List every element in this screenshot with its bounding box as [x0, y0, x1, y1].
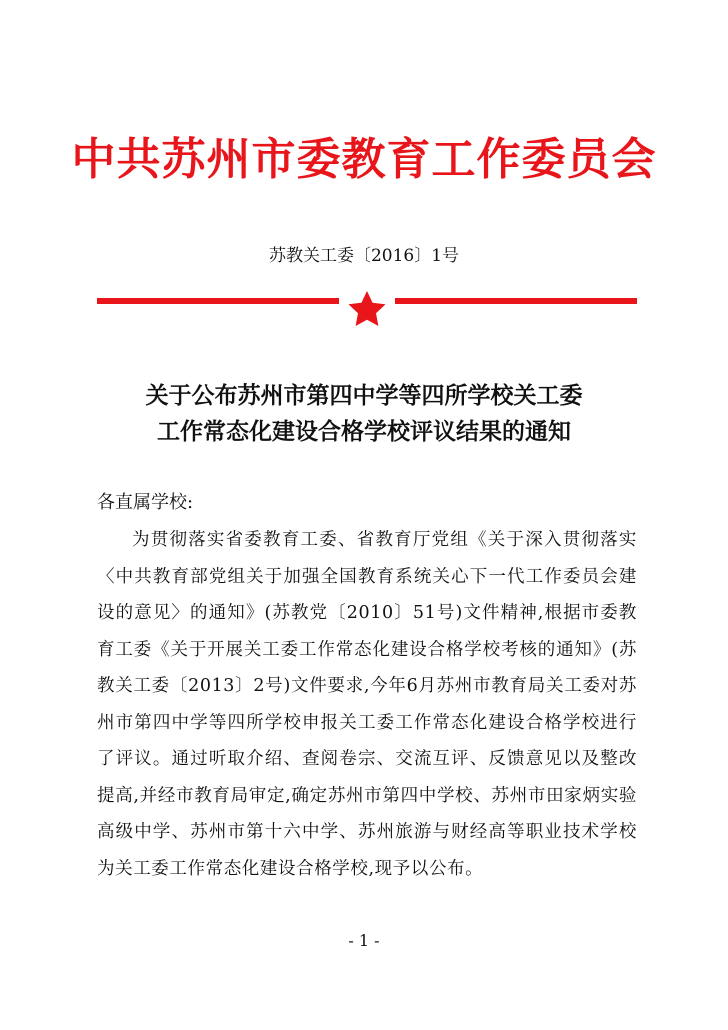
red-divider — [97, 288, 637, 328]
page-number: - 1 - — [348, 931, 380, 950]
title-line-2: 工作常态化建设合格学校评议结果的通知 — [157, 418, 571, 445]
salutation: 各直属学校: — [97, 492, 194, 513]
title-line-1: 关于公布苏州市第四中学等四所学校关工委 — [145, 382, 583, 409]
divider-rule-right — [395, 298, 637, 304]
body-paragraph: 为贯彻落实省委教育工委、省教育厅党组《关于深入贯彻落实〈中共教育部党组关于加强全国教育系统关心下一代工作委员会建设的意见〉的通知》(苏教党〔2010〕51号)文件精神,根据市委教育工委《关于开展关工委工作常态化建设合格学校考核的通知》(苏教关工委〔2013〕2号)文件要求,今年6月苏州市教育局关工委对苏州市第四中学等四所学校申报关工委工作常态化建设合格学校进行了评议。通过听取介绍、查阅卷宗、交流互评、反馈意见以及整改提高,并经市教育局审定,确定苏州市第四中学校、苏州市田家炳实验高级中学、苏州市第十六中学、苏州旅游与财经高等职业技术学校为关工委工作常态化建设合格学校,现予以公布。 — [97, 530, 637, 879]
star-icon — [349, 291, 386, 326]
issuer-heading: 中共苏州市委教育工作委员会 — [71, 134, 657, 185]
notice-title — [40, 378, 688, 450]
divider-rule-left — [97, 298, 339, 304]
document-number: 苏教关工委〔2016〕1号 — [268, 246, 460, 266]
